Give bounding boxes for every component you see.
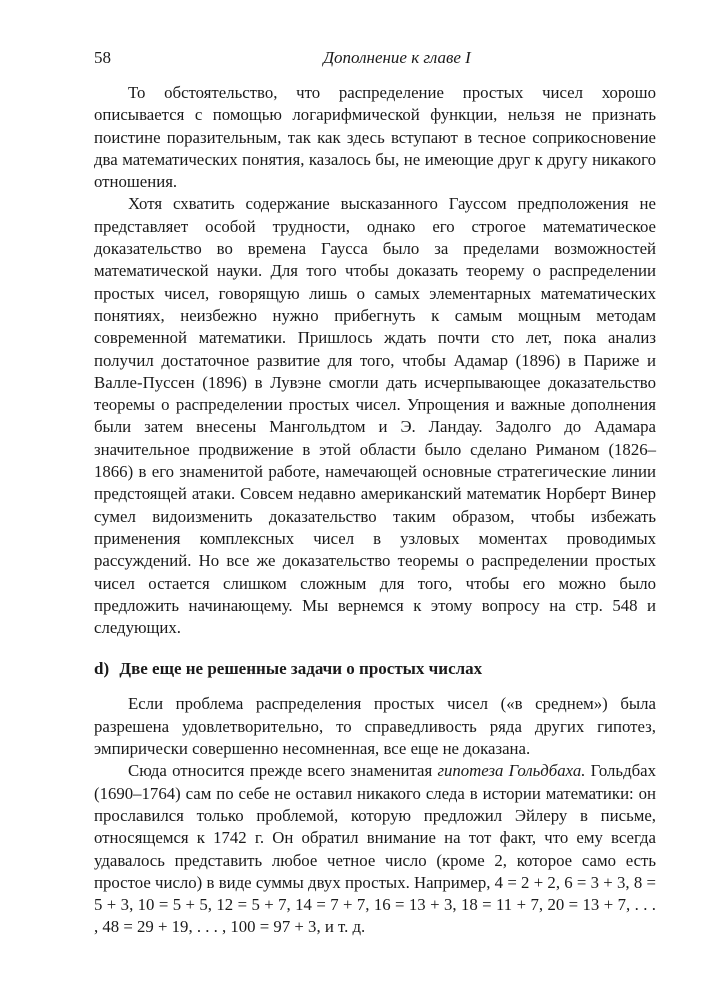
paragraph: Хотя схватить содержание высказанного Гауссом предположения не представляет особой трудности, однако его строгое математическое доказательство во времена Гаусса было за пределами возможностей математической науки. Для того чтобы доказать теорему о распределении простых чисел, говорящую лишь о самых элементарных математических понятиях, неизбежно нужно прибегнуть к самым мощным методам современной математики. Пришлось ждать почти сто лет, пока анализ получил достаточное развитие для того, чтобы Адамар (1896) в Париже и Валле-Пуссен (1896) в Лувэне смогли дать исчерпывающее доказательство теоремы о распределении простых чисел. Упрощения и важные дополнения были затем внесены Мангольдтом и Э. Ландау. Задолго до Адамара значительное продвижение в этой области было сделано Риманом (1826–1866) в его знаменитой работе, намечающей основные стратегические линии предстоящей атаки. Совсем недавно американский математик Норберт Винер сумел видоизменить доказательство таким образом, чтобы избежать применения комплексных чисел в узловых моментах проводимых рассуждений. Но все же доказательство теоремы о распределении простых чисел остается слишком сложным для того, чтобы его можно было предложить начинающему. Мы вернемся к этому вопросу на стр. 548 и следующих. [94,194,656,638]
paragraph: Если проблема распределения простых чисел («в среднем») была разрешена удовлетворительно, то справедливость ряда других гипотез, эмпирически совершенно несомненная, все еще не доказана. [94,694,656,759]
section-title: Две еще не решенные задачи о простых числах [119,659,483,679]
running-head [94,46,660,70]
goldbach-examples: 4 = 2 + 2, 6 = 3 + 3, 8 = 5 + 3, 10 = 5 + 5, 12 = 5 + 7, 14 = 7 + 7, 16 = 13 + 3, 18 = 11 + 7, 20 = 13 + 7, . . . , 48 = 29 + 19, . . . , 100 = 97 + 3, и т. д. [94,872,656,937]
page-number: 58 [94,48,111,67]
paragraph-goldbach [94,760,656,938]
goldbach-text: Гольдбах (1690–1764) сам по себе не оставил никакого следа в истории математики: он прославился только проблемой, которую предложил Эйлеру в письме, относящемся к 1742 г. Он обратил внимание на тот факт, что ему всегда удавалось представить любое четное число (кроме 2, которое само есть простое число) в виде суммы двух простых. Например, [94,761,656,892]
running-head-title: Дополнение к главе I [323,48,471,67]
goldbach-term: гипотеза Гольдбаха. [437,761,586,781]
body-text [94,82,656,939]
section-heading [94,658,656,680]
goldbach-lead: Сюда относится прежде всего знаменитая [128,761,433,781]
paragraph: То обстоятельство, что распределение простых чисел хорошо описывается с помощью логарифмической функции, нельзя не признать поистине поразительным, так как здесь вступают в тесное соприкосновение два математических понятия, казалось бы, не имеющие друг к другу никакого отношения. [94,83,656,192]
section-label: d) [94,659,110,679]
